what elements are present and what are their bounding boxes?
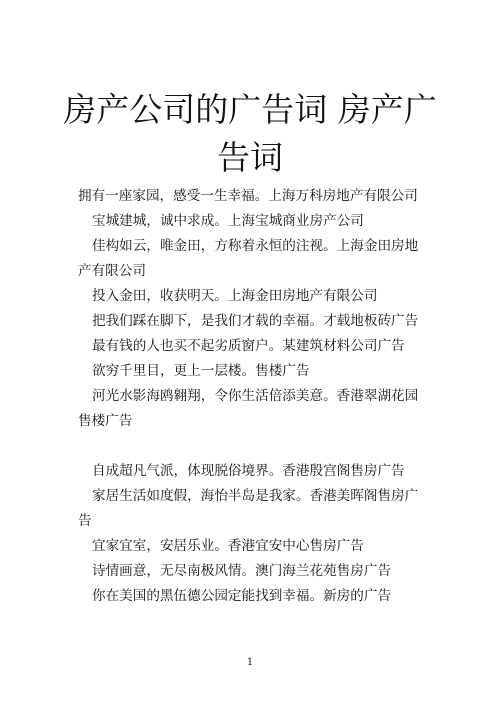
page-number: 1 xyxy=(246,657,254,668)
paragraph: 河光水影海鸥翱翔，令你生活倍添美意。香港翠湖花园售楼广告 xyxy=(78,388,419,429)
paragraph: 宝城建城，诚中求成。上海宝城商业房产公司 xyxy=(92,213,364,229)
paragraph: 欲穷千里目，更上一层楼。售楼广告 xyxy=(92,363,310,379)
paragraph: 拥有一座家园，感受一生幸福。上海万科房地产有限公司 xyxy=(78,188,418,204)
page-title: 房产公司的广告词 房产广告词 xyxy=(63,90,437,177)
document-body xyxy=(78,184,428,609)
paragraph: 最有钱的人也买不起劣质窗户。某建筑材料公司广告 xyxy=(92,338,405,354)
paragraph: 把我们踩在脚下，是我们才载的幸福。才载地板砖广告 xyxy=(92,313,419,329)
paragraph: 佳构如云，唯金田，方称着永恒的注视。上海金田房地产有限公司 xyxy=(78,238,419,279)
paragraph: 投入金田，收获明天。上海金田房地产有限公司 xyxy=(92,288,378,304)
paragraph: 宜家宜室，安居乐业。香港宜安中心售房广告 xyxy=(92,538,364,554)
paragraph: 自成超凡气派，体现脱俗境界。香港殷宫阁售房广告 xyxy=(92,463,405,479)
paragraph: 诗情画意，无尽南极风情。澳门海兰花苑售房广告 xyxy=(92,563,392,579)
paragraph: 家居生活如度假，海怡半岛是我家。香港美晖阁售房广告 xyxy=(78,488,419,529)
paragraph: 你在美国的黑伍德公园定能找到幸福。新房的广告 xyxy=(92,588,392,604)
paragraph-spacer xyxy=(78,434,428,459)
